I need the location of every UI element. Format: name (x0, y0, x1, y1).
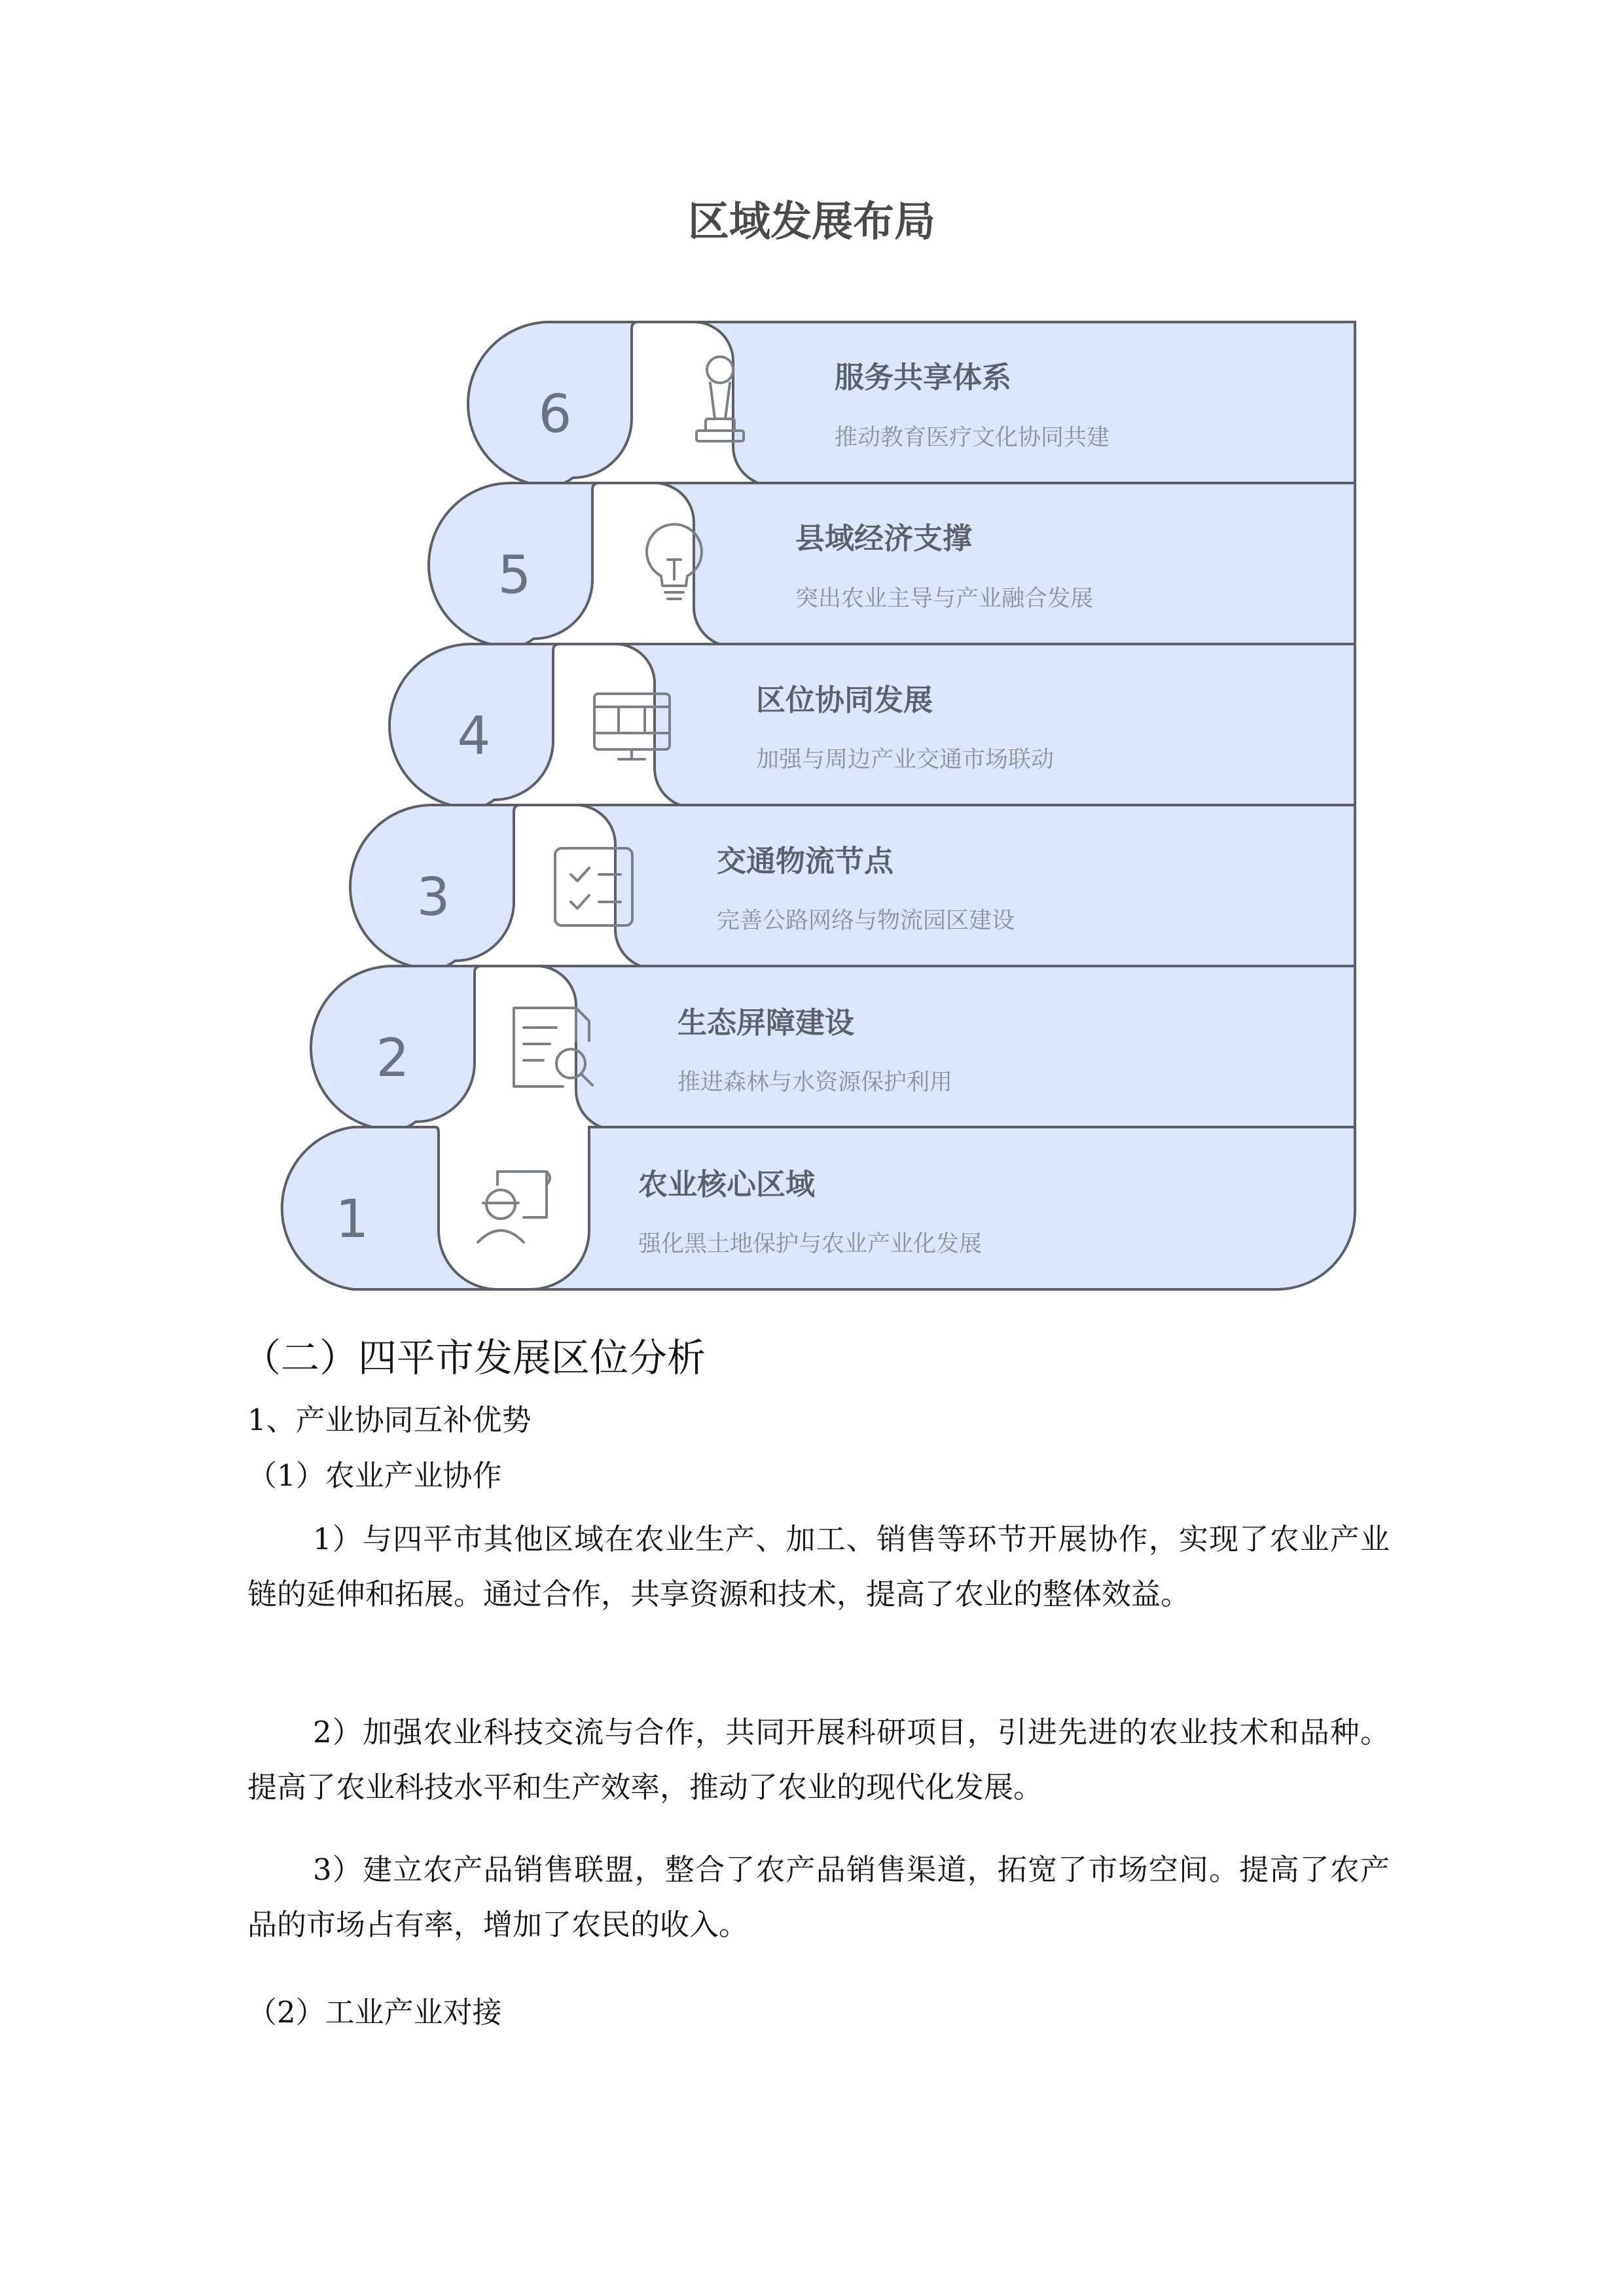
step-6-shape (468, 322, 1355, 486)
paragraph-1: 1）与四平市其他区域在农业生产、加工、销售等环节开展协作，实现了农业产业链的延伸和拓展。通过合作，共享资源和技术，提高了农业的整体效益。 (247, 1522, 1390, 1611)
step-4-title: 区位协同发展 (756, 683, 933, 717)
step-6-title: 服务共享体系 (835, 360, 1012, 395)
step-5-title: 县域经济支撑 (795, 521, 973, 556)
step-1-title: 农业核心区域 (638, 1167, 816, 1202)
step-1-number: 1 (335, 1189, 369, 1249)
step-4-shape (389, 644, 1355, 808)
step-1-shape (282, 1127, 1355, 1289)
step-6-number: 6 (538, 384, 572, 444)
step-4-number: 4 (457, 706, 491, 766)
step-5-shape (429, 483, 1355, 647)
step-2-number: 2 (376, 1028, 410, 1088)
step-6 (468, 322, 1355, 486)
step-5-number: 5 (497, 545, 532, 605)
engineer-blueprint-icon (478, 1172, 550, 1242)
step-2-title: 生态屏障建设 (677, 1005, 855, 1040)
item-2-heading: （2）工业产业对接 (247, 1995, 502, 2030)
step-1 (282, 1127, 1355, 1289)
step-5-description: 突出农业主导与产业融合发展 (795, 586, 1094, 612)
figure-title: 区域发展布局 (688, 198, 935, 245)
step-1-description: 强化黑土地保护与农业产业化发展 (638, 1231, 983, 1257)
step-3-shape (350, 805, 1355, 969)
step-5 (429, 483, 1355, 647)
step-2-description: 推进森林与水资源保护利用 (677, 1069, 953, 1096)
step-2 (311, 966, 1355, 1130)
step-2-shape (311, 966, 1355, 1130)
step-3 (350, 805, 1355, 969)
item-1-heading: （1）农业产业协作 (247, 1458, 502, 1493)
paragraph-3: 3）建立农产品销售联盟，整合了农产品销售渠道，拓宽了市场空间。提高了农产品的市场占有率，增加了农民的收入。 (247, 1852, 1390, 1942)
step-3-description: 完善公路网络与物流园区建设 (717, 908, 1015, 934)
step-4 (389, 644, 1355, 808)
step-4-description: 加强与周边产业交通市场联动 (756, 747, 1055, 773)
step-6-description: 推动教育医疗文化协同共建 (835, 425, 1110, 451)
subsection-heading: 1、产业协同互补优势 (247, 1403, 532, 1437)
step-3-title: 交通物流节点 (717, 844, 894, 878)
section-heading: （二）四平市发展区位分析 (242, 1335, 706, 1380)
step-3-number: 3 (416, 867, 450, 927)
paragraph-2: 2）加强农业科技交流与合作，共同开展科研项目，引进先进的农业技术和品种。提高了农业科技水平和生产效率，推动了农业的现代化发展。 (247, 1715, 1390, 1804)
